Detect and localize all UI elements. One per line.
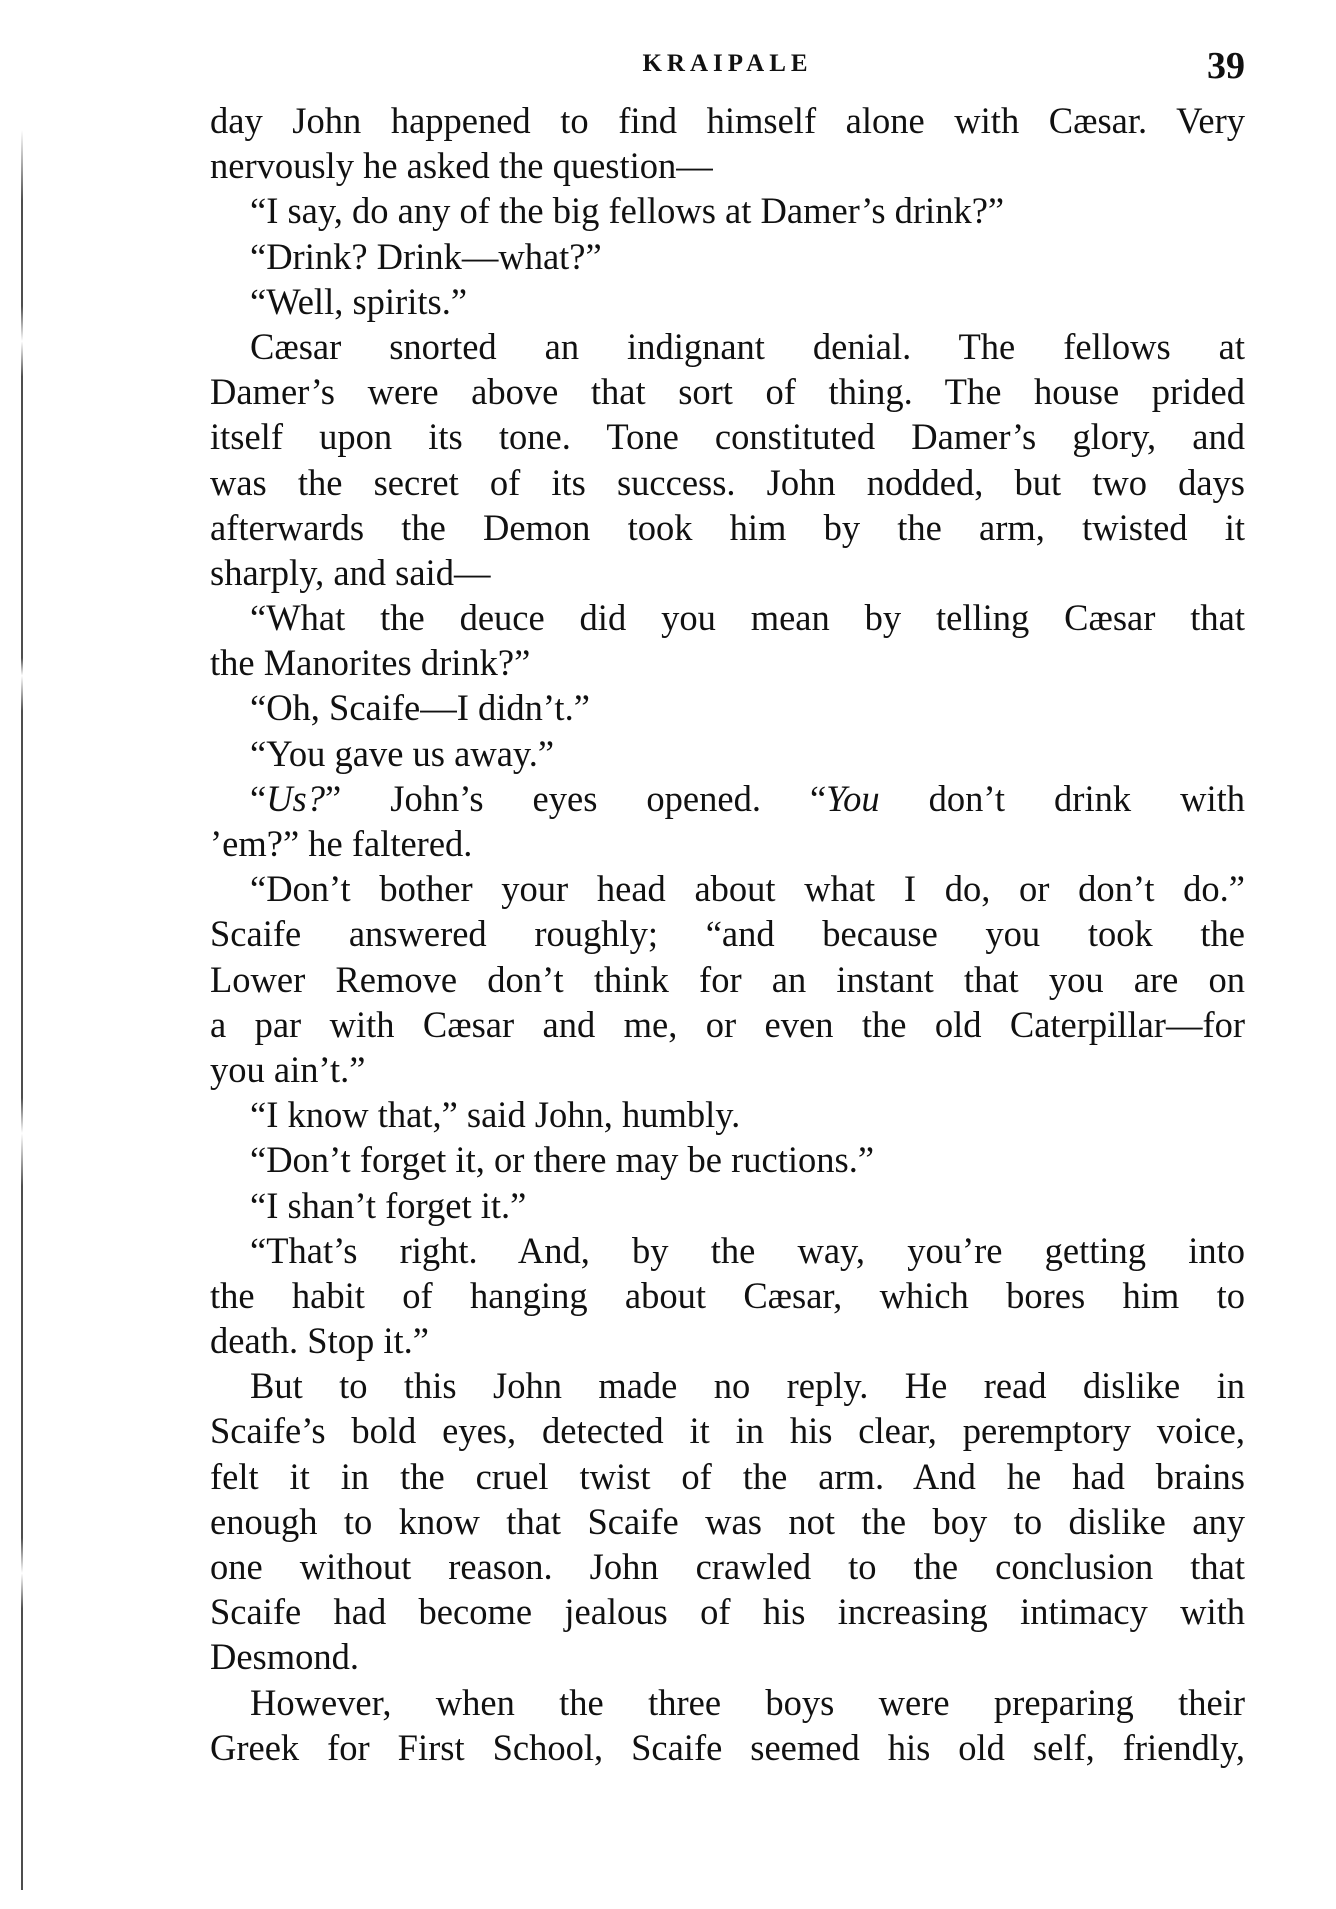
italic-text: Us?: [266, 777, 326, 819]
text-line: “You gave us away.”: [250, 732, 555, 774]
text-line: “Oh, Scaife—I didn’t.”: [250, 687, 590, 729]
running-title: KRAIPALE: [642, 50, 813, 77]
running-head: [210, 44, 1245, 94]
text-line: “I know that,” said John, humbly.: [250, 1094, 741, 1136]
text-line: you ain’t.”: [210, 1048, 366, 1090]
italic-text: You: [826, 777, 880, 819]
scan-edge-line: [21, 130, 23, 1890]
text-line: “I shan’t forget it.”: [250, 1184, 527, 1226]
text-line: However, when the three boys were preparing their: [250, 1681, 1245, 1723]
text-segment: ” John’s eyes opened. “: [325, 777, 827, 819]
text-line: one without reason. John crawled to the conclusion that: [210, 1546, 1245, 1587]
text-line: day John happened to find himself alone with Cæsar. Very: [210, 100, 1245, 141]
text-line: Cæsar snorted an indignant denial. The fellows at: [250, 325, 1245, 367]
text-line: Scaife had become jealous of his increasing intimacy with: [210, 1591, 1245, 1633]
text-line: Desmond.: [210, 1636, 360, 1678]
text-line: “That’s right. And, by the way, you’re getting into: [250, 1229, 1245, 1271]
text-line: ’em?” he faltered.: [210, 823, 473, 864]
text-segment: don’t drink with: [879, 777, 1245, 819]
text-segment: “: [250, 777, 267, 819]
text-line: nervously he asked the question—: [210, 145, 713, 187]
text-line: “Don’t bother your head about what I do, or don’t do.”: [250, 868, 1245, 910]
page-number: 39: [1207, 45, 1245, 87]
text-line: a par with Cæsar and me, or even the old Caterpillar—for: [210, 1003, 1245, 1045]
text-line: “I say, do any of the big fellows at Damer’s drink?”: [250, 190, 1005, 232]
text-line: “What the deuce did you mean by telling Cæsar that: [250, 597, 1245, 639]
text-line: Scaife’s bold eyes, detected it in his clear, peremptory voice,: [210, 1410, 1245, 1452]
text-line: felt it in the cruel twist of the arm. And he had brains: [210, 1455, 1245, 1497]
text-line: Damer’s were above that sort of thing. The house prided: [210, 371, 1245, 413]
text-line: “Well, spirits.”: [250, 280, 468, 322]
text-line: was the secret of its success. John nodded, but two days: [210, 461, 1245, 503]
text-line: the habit of hanging about Cæsar, which bores him to: [210, 1274, 1245, 1316]
body-text: [210, 98, 1245, 1770]
text-line: But to this John made no reply. He read dislike in: [250, 1365, 1245, 1407]
text-line: Scaife answered roughly; “and because you took the: [210, 913, 1245, 955]
text-line: Greek for First School, Scaife seemed his old self, friendly,: [210, 1726, 1245, 1768]
text-line: afterwards the Demon took him by the arm, twisted it: [210, 506, 1245, 548]
text-line: “Don’t forget it, or there may be ructions.”: [250, 1139, 875, 1181]
text-line: “Drink? Drink—what?”: [250, 235, 602, 277]
text-line: death. Stop it.”: [210, 1320, 429, 1362]
text-line: the Manorites drink?”: [210, 642, 531, 684]
text-line: enough to know that Scaife was not the boy to dislike any: [210, 1500, 1245, 1542]
text-line: sharply, and said—: [210, 551, 491, 593]
text-line: [210, 776, 1245, 821]
text-line: itself upon its tone. Tone constituted Damer’s glory, and: [210, 416, 1245, 458]
text-line: Lower Remove don’t think for an instant that you are on: [210, 958, 1245, 1000]
